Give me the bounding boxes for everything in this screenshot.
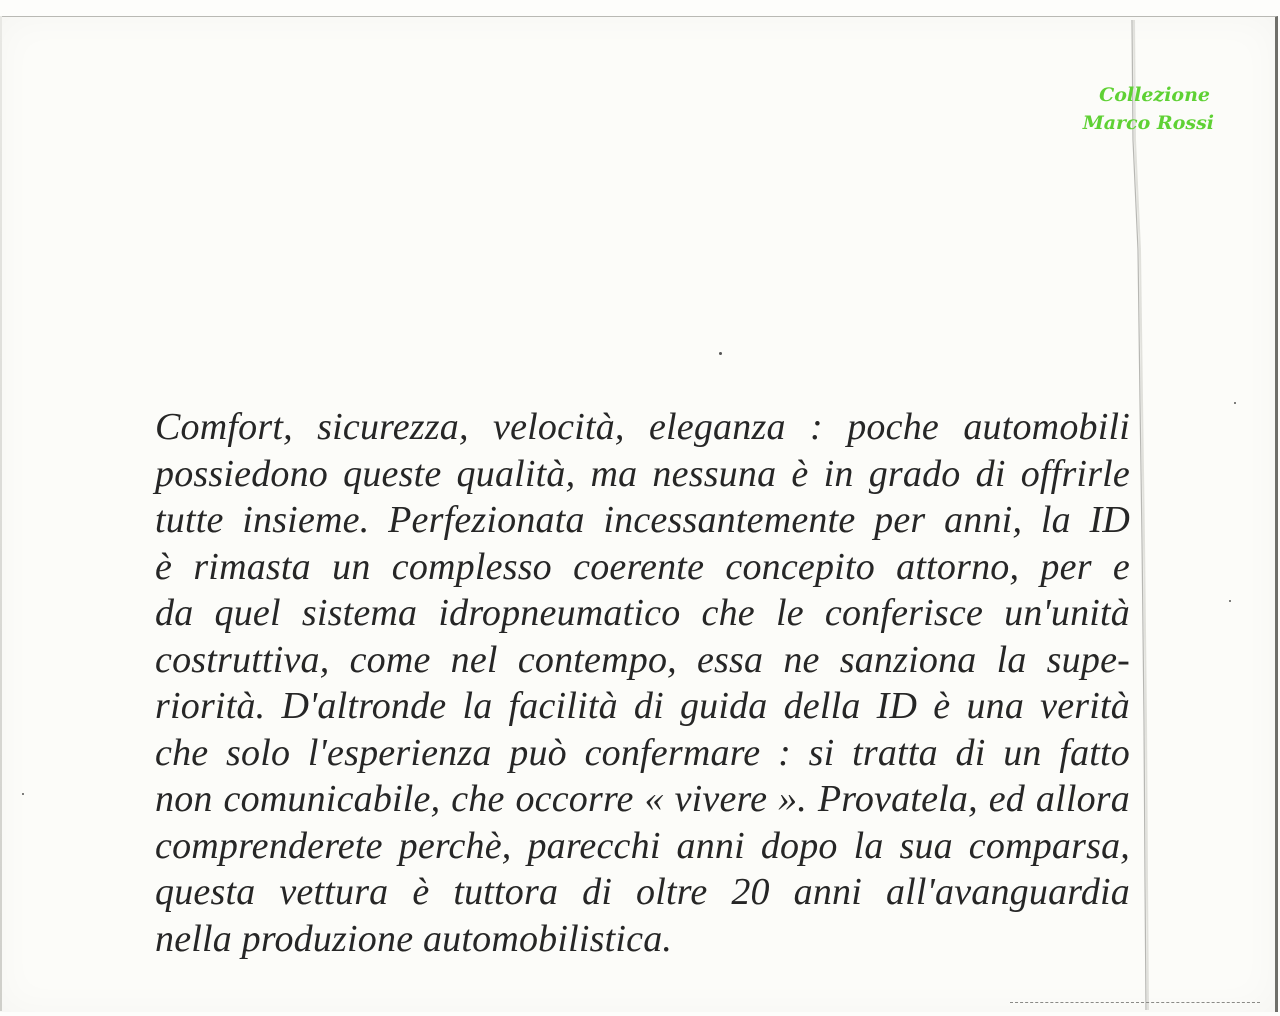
dust-speck — [1229, 600, 1231, 602]
paragraph-line: possiedono queste qualità, ma nessuna è in grado di offrirle — [155, 452, 1130, 495]
collection-stamp — [1054, 81, 1214, 137]
paragraph-line: riorità. D'altronde la facilità di guida della ID è una verità — [155, 685, 1130, 727]
bottom-edge-marks — [1010, 1002, 1260, 1009]
stamp-line-2: Marco Rossi — [1082, 112, 1214, 134]
paragraph-line: questa vettura è tuttora di oltre 20 anni all'avanguardia — [155, 871, 1130, 913]
paragraph-line: tutte insieme. Perfezionata incessantemente per anni, la ID — [155, 499, 1130, 541]
paper-crease — [1130, 20, 1150, 1010]
paragraph-line: non comunicabile, che occorre « vivere ». Provatela, ed allora — [155, 778, 1130, 820]
paragraph-line: nella produzione automobilistica. — [155, 917, 673, 960]
dust-speck — [22, 793, 24, 795]
paragraph-line: è rimasta un complesso coerente concepito attorno, per e — [155, 545, 1130, 588]
paragraph-line: costruttiva, come nel contempo, essa ne sanziona la supe- — [155, 638, 1130, 681]
paragraph-line: comprenderete perchè, parecchi anni dopo la sua comparsa, — [155, 824, 1130, 867]
paragraph-line: Comfort, sicurezza, velocità, eleganza : poche automobili — [155, 406, 1130, 448]
stamp-line-1: Collezione — [1099, 84, 1210, 106]
paragraph-line: che solo l'esperienza può confermare : si tratta di un fatto — [155, 731, 1130, 774]
crease-line — [1130, 20, 1150, 1010]
paragraph-line: da quel sistema idropneumatico che le conferisce un'unità — [155, 592, 1130, 634]
paper-left-edge — [0, 16, 2, 1011]
brochure-paragraph — [155, 404, 1130, 962]
dust-speck — [719, 352, 722, 355]
dust-speck — [1234, 402, 1236, 404]
